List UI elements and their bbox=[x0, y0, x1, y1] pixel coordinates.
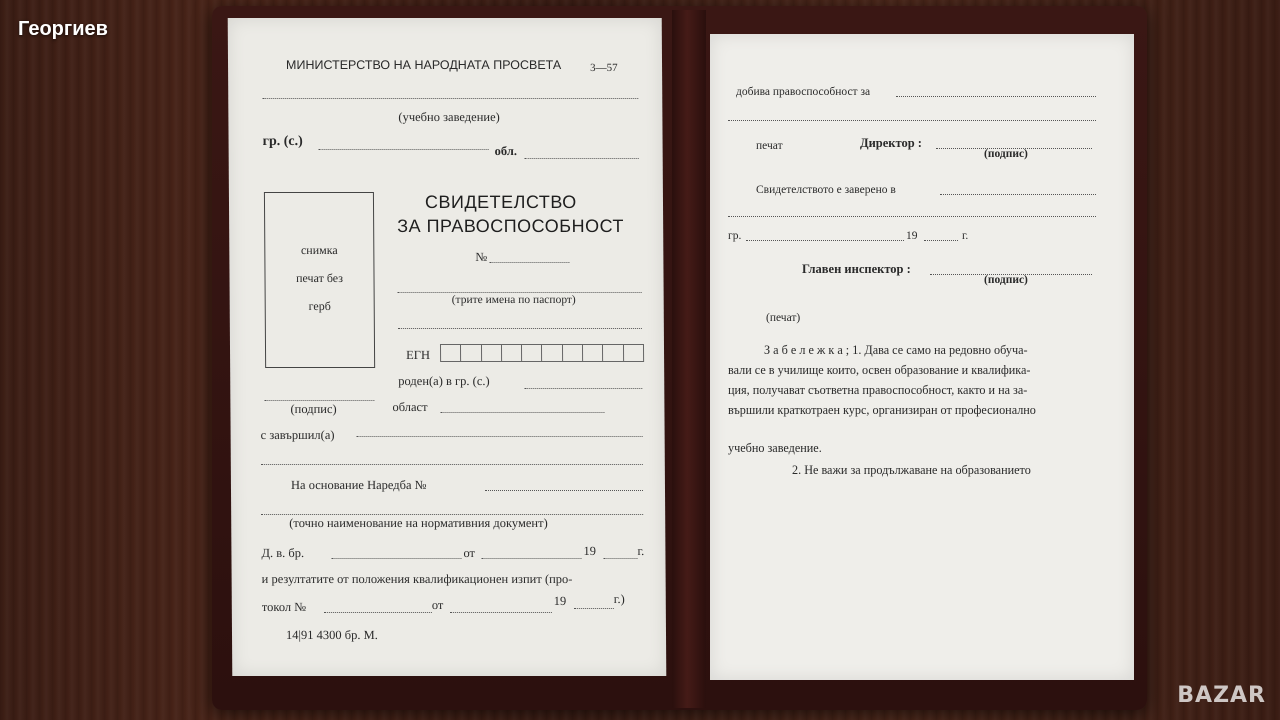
city-label: гр. (с.) bbox=[262, 134, 303, 149]
certificate-title-line1: СВИДЕТЕЛСТВО bbox=[424, 192, 577, 212]
gazette-label: Д. в. бр. bbox=[261, 546, 305, 560]
photo-caption-2: печат без bbox=[296, 271, 344, 285]
certificate-left-page bbox=[228, 18, 667, 676]
protocol-label: токол № bbox=[261, 600, 307, 614]
photo-caption-1: снимка bbox=[300, 243, 338, 257]
note-line-5: учебно заведение. bbox=[728, 441, 822, 455]
gazette-date-line bbox=[481, 558, 581, 559]
note-line-1: З а б е л е ж к а ; 1. Дава се само на редовно обуча- bbox=[764, 343, 1028, 357]
ministry-heading: МИНИСТЕРСТВО НА НАРОДНАТА ПРОСВЕТА bbox=[285, 58, 562, 72]
region-line-2 bbox=[440, 412, 604, 413]
graduated-label: с завършил(а) bbox=[260, 428, 335, 442]
egn-boxes bbox=[440, 344, 644, 362]
born-label: роден(а) в гр. (с.) bbox=[398, 374, 490, 388]
names-line-2 bbox=[398, 328, 642, 329]
act-line bbox=[261, 514, 643, 515]
region-label-2: област bbox=[392, 400, 428, 414]
city-label-right: гр. bbox=[728, 230, 742, 242]
year-line-right bbox=[924, 240, 958, 241]
bazar-logo: BAZAR bbox=[1177, 683, 1266, 708]
region-line bbox=[525, 158, 639, 159]
cover-spine bbox=[672, 10, 706, 708]
photo-placeholder-box bbox=[264, 192, 375, 368]
year-right: 19 bbox=[906, 230, 918, 242]
note-line-2: вали се в училище които, освен образование и квалифика- bbox=[728, 363, 1031, 377]
director-caption: (подпис) bbox=[984, 148, 1028, 160]
acquired-label: добива правоспособност за bbox=[736, 86, 871, 98]
certificate-title-line2: ЗА ПРАВОСПОСОБНОСТ bbox=[397, 216, 625, 236]
certified-label: Свидетелството е заверено в bbox=[756, 184, 896, 196]
gazette-year-line bbox=[603, 558, 637, 559]
number-label: № bbox=[475, 250, 488, 264]
born-line bbox=[524, 388, 642, 389]
names-caption: (трите имена по паспорт) bbox=[451, 294, 576, 306]
protocol-date-line bbox=[450, 612, 552, 613]
print-info: 14|91 4300 бр. М. bbox=[285, 628, 378, 642]
certified-line bbox=[940, 194, 1096, 195]
gazette-year: 19 bbox=[583, 544, 596, 558]
protocol-year: 19 bbox=[553, 594, 567, 608]
certificate-right-page bbox=[710, 34, 1134, 680]
region-label: обл. bbox=[494, 144, 518, 158]
signature-caption: (подпис) bbox=[290, 402, 337, 416]
city-line-right bbox=[746, 240, 904, 241]
basis-line bbox=[485, 490, 643, 491]
act-caption: (точно наименование на нормативния документ) bbox=[289, 516, 548, 530]
basis-label: На основание Наредба № bbox=[290, 478, 427, 492]
gazette-year-suffix: г. bbox=[637, 544, 645, 558]
inspector-caption: (подпис) bbox=[984, 274, 1028, 286]
gazette-from: от bbox=[463, 546, 476, 560]
institution-caption: (учебно заведение) bbox=[398, 110, 500, 124]
city-line bbox=[319, 149, 489, 150]
director-label: Директор : bbox=[860, 136, 922, 150]
gazette-line bbox=[331, 558, 461, 559]
results-text: и резултатите от положения квалификационен изпит (про- bbox=[261, 572, 573, 586]
protocol-from: от bbox=[431, 598, 444, 612]
stamp-caption: (печат) bbox=[766, 312, 801, 324]
egn-label: ЕГН bbox=[406, 348, 430, 362]
seller-watermark: Георгиев bbox=[18, 18, 108, 40]
institution-line bbox=[262, 98, 638, 99]
note-2: 2. Не важи за продължаване на образованието bbox=[792, 463, 1031, 477]
protocol-line bbox=[324, 612, 432, 613]
names-line bbox=[398, 292, 642, 293]
graduated-line-2 bbox=[261, 464, 643, 465]
protocol-year-suffix: г.) bbox=[613, 592, 625, 606]
year-suffix-right: г. bbox=[962, 230, 969, 242]
signature-line bbox=[264, 400, 374, 401]
inspector-label: Главен инспектор : bbox=[802, 262, 911, 276]
acquired-line bbox=[896, 96, 1096, 97]
certified-line-2 bbox=[728, 216, 1096, 217]
graduated-line bbox=[357, 436, 643, 437]
note-line-3: ция, получават съответна правоспособност, както и на за- bbox=[728, 383, 1028, 397]
form-code: 3—57 bbox=[590, 62, 618, 74]
note-line-4: вършили краткотраен курс, организиран от професионално bbox=[728, 403, 1036, 417]
acquired-line-2 bbox=[728, 120, 1096, 121]
protocol-year-line bbox=[574, 608, 614, 609]
stamp-label: печат bbox=[756, 140, 783, 152]
photo-caption-3: герб bbox=[308, 299, 331, 313]
number-line bbox=[489, 262, 569, 263]
